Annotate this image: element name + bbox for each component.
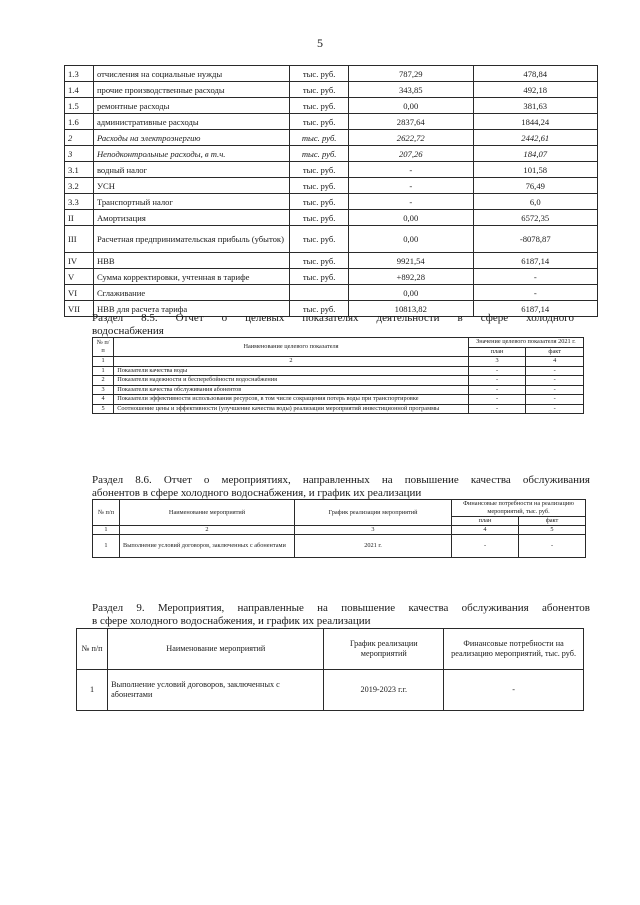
col-name-header: Наименование мероприятий	[120, 500, 295, 526]
row-name: Выполнение условий договоров, заключенных с абонентами	[120, 535, 295, 558]
row-num: 3	[93, 385, 114, 395]
row-fin: -	[444, 670, 584, 711]
expenses-table	[64, 65, 598, 317]
index-cell: 1	[93, 357, 114, 367]
indicator-row	[93, 395, 584, 405]
row-name: Амортизация	[93, 210, 289, 226]
row-name: Сглаживание	[93, 285, 289, 301]
row-fact: 101,58	[473, 162, 598, 178]
row-plan: 343,85	[349, 82, 473, 98]
page-number: 5	[317, 36, 323, 50]
section-8-5-heading-cont: водоснабжения	[92, 325, 164, 337]
row-num: 3	[65, 146, 94, 162]
section-9-heading-cont: в сфере холодного водоснабжения, и график их реализации	[92, 615, 371, 627]
row-num: V	[65, 269, 94, 285]
section-8-5-heading: Раздел 8.5. Отчет о целевых показателях деятельности в сфере холодного	[92, 312, 574, 324]
section-8-6-heading-cont: абонентов в сфере холодного водоснабжения, и график их реализации	[92, 487, 422, 499]
row-plan: 207,26	[349, 146, 473, 162]
row-name: административные расходы	[93, 114, 289, 130]
row-plan: -	[349, 178, 473, 194]
row-plan: 0,00	[349, 226, 473, 253]
row-num: VI	[65, 285, 94, 301]
col-fact-header: факт	[519, 517, 586, 526]
row-plan: -	[468, 395, 526, 405]
target-indicators-table	[92, 337, 584, 414]
row-name: НВВ	[93, 253, 289, 269]
indicator-row	[93, 376, 584, 386]
row-fact: 6187,14	[473, 253, 598, 269]
col-schedule-header: График реализации мероприятий	[324, 629, 444, 670]
row-plan: +892,28	[349, 269, 473, 285]
row-fact: -	[526, 366, 584, 376]
row-unit: тыс. руб.	[290, 146, 349, 162]
row-fact: 1844,24	[473, 114, 598, 130]
row-plan: 0,00	[349, 98, 473, 114]
row-plan: 2622,72	[349, 130, 473, 146]
col-num-header: № п/п	[93, 500, 120, 526]
expense-row	[65, 226, 598, 253]
row-name: Выполнение условий договоров, заключенных с абонентами	[108, 670, 324, 711]
row-schedule: 2019-2023 г.г.	[324, 670, 444, 711]
row-num: 1.3	[65, 66, 94, 82]
row-fact: -	[526, 385, 584, 395]
row-unit: тыс. руб.	[290, 130, 349, 146]
expense-row	[65, 146, 598, 162]
row-fact: 478,84	[473, 66, 598, 82]
row-name: Расходы на электроэнергию	[93, 130, 289, 146]
indicator-row	[93, 385, 584, 395]
row-fact: -	[526, 376, 584, 386]
index-cell: 1	[93, 526, 120, 535]
row-num: IV	[65, 253, 94, 269]
index-cell: 2	[114, 357, 469, 367]
row-num: 1	[77, 670, 108, 711]
row-fact: 381,63	[473, 98, 598, 114]
row-unit: тыс. руб.	[290, 162, 349, 178]
col-value-header: Значение целевого показателя 2021 г.	[468, 338, 583, 348]
col-fin-header: Финансовые потребности на реализацию мероприятий, тыс. руб.	[444, 629, 584, 670]
row-plan: 2837,64	[349, 114, 473, 130]
row-name: Соотношение цены и эффективности (улучшение качества воды) реализации мероприятий инвестиционной программы	[114, 404, 469, 414]
row-name: водный налог	[93, 162, 289, 178]
row-plan: -	[468, 376, 526, 386]
row-name: Показатели эффективности использования ресурсов, в том числе сокращения потерь воды при транспортировке	[114, 395, 469, 405]
row-num: II	[65, 210, 94, 226]
row-unit: тыс. руб.	[290, 226, 349, 253]
row-num: III	[65, 226, 94, 253]
expense-row	[65, 66, 598, 82]
row-plan: -	[468, 404, 526, 414]
row-unit: тыс. руб.	[290, 194, 349, 210]
row-unit	[290, 285, 349, 301]
col-plan-header: план	[452, 517, 519, 526]
row-unit: тыс. руб.	[290, 98, 349, 114]
row-unit: тыс. руб.	[290, 269, 349, 285]
measures-report-table	[92, 499, 586, 558]
row-num: 2	[93, 376, 114, 386]
row-unit: тыс. руб.	[290, 82, 349, 98]
row-fact: 2442,61	[473, 130, 598, 146]
row-fact: -	[473, 285, 598, 301]
expense-row	[65, 285, 598, 301]
row-name: Сумма корректировки, учтенная в тарифе	[93, 269, 289, 285]
index-cell: 4	[452, 526, 519, 535]
expense-row	[65, 114, 598, 130]
row-fact: 492,18	[473, 82, 598, 98]
row-plan: 9921,54	[349, 253, 473, 269]
row-num: 3.3	[65, 194, 94, 210]
row-num: 3.1	[65, 162, 94, 178]
row-plan: 10813,82	[349, 301, 473, 317]
row-name: отчисления на социальные нужды	[93, 66, 289, 82]
row-name: ремонтные расходы	[93, 98, 289, 114]
row-fact: -	[473, 269, 598, 285]
row-fact: 6572,35	[473, 210, 598, 226]
row-num: 1	[93, 535, 120, 558]
row-fact: -	[519, 535, 586, 558]
row-unit: тыс. руб.	[290, 210, 349, 226]
col-num-header: № п/п	[93, 338, 114, 357]
row-plan: -	[468, 385, 526, 395]
col-fact-header: факт	[526, 347, 584, 357]
col-fin-header: Финансовые потребности на реализацию мероприятий, тыс. руб.	[452, 500, 586, 517]
col-name-header: Наименование мероприятий	[108, 629, 324, 670]
row-num: 5	[93, 404, 114, 414]
row-num: 1.5	[65, 98, 94, 114]
row-fact: 76,49	[473, 178, 598, 194]
row-name: прочие производственные расходы	[93, 82, 289, 98]
expense-row	[65, 253, 598, 269]
row-name: НВВ для расчета тарифа	[93, 301, 289, 317]
row-num: VII	[65, 301, 94, 317]
row-schedule: 2021 г.	[295, 535, 452, 558]
row-fact: 184,07	[473, 146, 598, 162]
row-unit: тыс. руб.	[290, 301, 349, 317]
col-name-header: Наименование целевого показателя	[114, 338, 469, 357]
row-num: 3.2	[65, 178, 94, 194]
row-num: 2	[65, 130, 94, 146]
row-plan: -	[452, 535, 519, 558]
row-name: Показатели качества воды	[114, 366, 469, 376]
expense-row	[65, 98, 598, 114]
col-schedule-header: График реализации мероприятий	[295, 500, 452, 526]
section-8-6-heading: Раздел 8.6. Отчет о мероприятиях, направленных на повышение качества обслуживания	[92, 474, 590, 486]
row-fact: 6,0	[473, 194, 598, 210]
row-name: Показатели надежности и бесперебойности водоснабжения	[114, 376, 469, 386]
row-unit: тыс. руб.	[290, 66, 349, 82]
row-num: 1.4	[65, 82, 94, 98]
row-unit: тыс. руб.	[290, 178, 349, 194]
col-num-header: № п/п	[77, 629, 108, 670]
row-plan: -	[349, 162, 473, 178]
indicator-row	[93, 404, 584, 414]
row-name: Неподконтрольные расходы, в т.ч.	[93, 146, 289, 162]
expense-row	[65, 82, 598, 98]
row-plan: 787,29	[349, 66, 473, 82]
row-unit: тыс. руб.	[290, 253, 349, 269]
row-plan: -	[468, 366, 526, 376]
expense-row	[65, 162, 598, 178]
index-cell: 3	[295, 526, 452, 535]
row-name: Транспортный налог	[93, 194, 289, 210]
row-plan: 0,00	[349, 285, 473, 301]
index-cell: 3	[468, 357, 526, 367]
row-fact: -	[526, 404, 584, 414]
row-num: 1.6	[65, 114, 94, 130]
expense-row	[65, 210, 598, 226]
expense-row	[65, 269, 598, 285]
measures-plan-table	[76, 628, 584, 711]
index-cell: 2	[120, 526, 295, 535]
row-unit: тыс. руб.	[290, 114, 349, 130]
row-name: УСН	[93, 178, 289, 194]
row-name: Расчетная предпринимательская прибыль (убыток)	[93, 226, 289, 253]
expense-row	[65, 130, 598, 146]
row-plan: 0,00	[349, 210, 473, 226]
row-name: Показатели качества обслуживания абонентов	[114, 385, 469, 395]
row-plan: -	[349, 194, 473, 210]
index-cell: 5	[519, 526, 586, 535]
expense-row	[65, 178, 598, 194]
row-fact: 6187,14	[473, 301, 598, 317]
row-num: 4	[93, 395, 114, 405]
section-9-heading: Раздел 9. Мероприятия, направленные на повышение качества обслуживания абонентов	[92, 602, 590, 614]
col-plan-header: план	[468, 347, 526, 357]
expense-row	[65, 194, 598, 210]
indicator-row	[93, 366, 584, 376]
row-fact: -	[526, 395, 584, 405]
row-num: 1	[93, 366, 114, 376]
index-cell: 4	[526, 357, 584, 367]
row-fact: -8078,87	[473, 226, 598, 253]
